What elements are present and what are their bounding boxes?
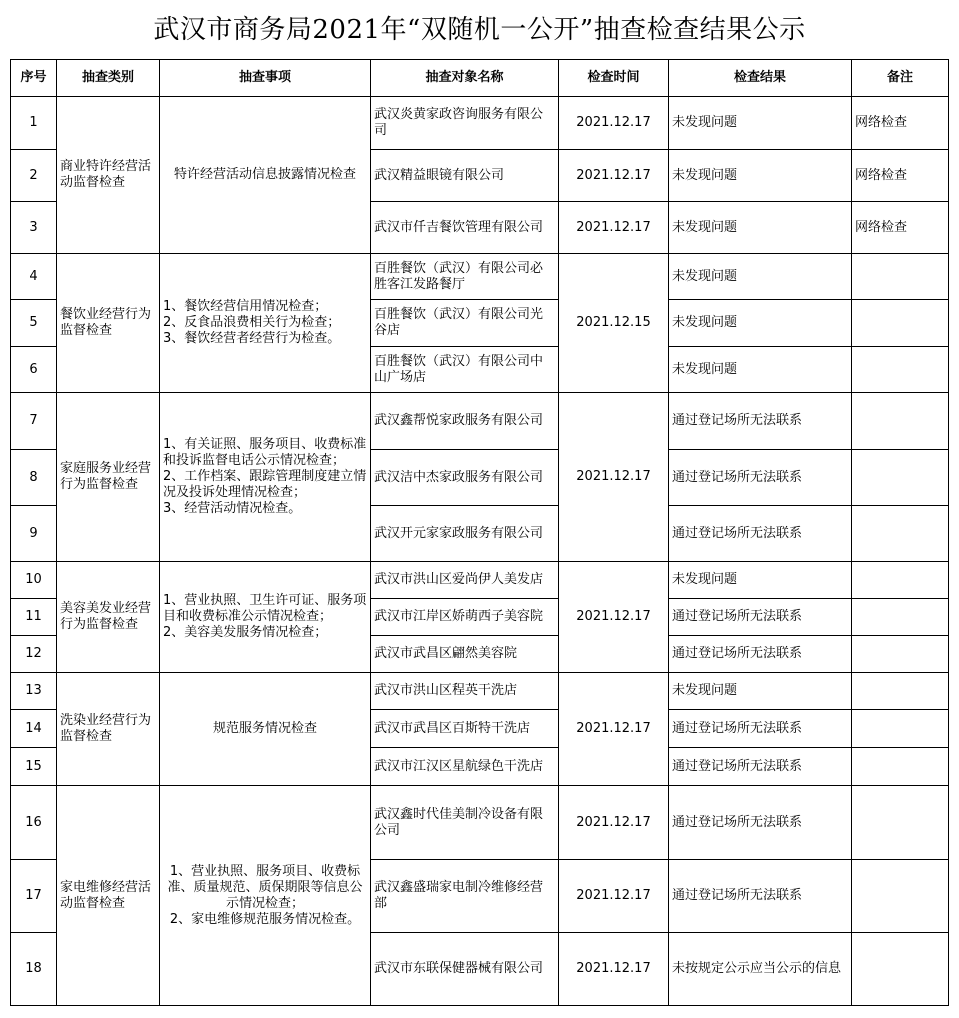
item-cell: 1、营业执照、服务项目、收费标准、质量规范、质保期限等信息公示情况检查； 2、家电维修规范服务情况检查。 <box>160 786 371 1006</box>
result-cell: 通过登记场所无法联系 <box>669 710 852 748</box>
category-cell: 家庭服务业经营行为监督检查 <box>57 393 160 562</box>
seq-cell: 13 <box>11 673 57 710</box>
item-cell: 特许经营活动信息披露情况检查 <box>160 97 371 254</box>
item-cell: 1、营业执照、卫生许可证、服务项目和收费标准公示情况检查； 2、美容美发服务情况检查； <box>160 562 371 673</box>
seq-cell: 3 <box>11 202 57 254</box>
target-cell: 武汉市东联保健器械有限公司 <box>371 933 559 1006</box>
result-cell: 通过登记场所无法联系 <box>669 748 852 786</box>
time-cell: 2021.12.15 <box>559 254 669 393</box>
category-cell: 美容美发业经营行为监督检查 <box>57 562 160 673</box>
target-cell: 武汉市江汉区星航绿色干洗店 <box>371 748 559 786</box>
target-cell: 武汉市洪山区程英干洗店 <box>371 673 559 710</box>
remark-cell <box>852 300 949 347</box>
category-cell: 商业特许经营活动监督检查 <box>57 97 160 254</box>
remark-cell <box>852 450 949 506</box>
seq-cell: 12 <box>11 636 57 673</box>
result-cell: 通过登记场所无法联系 <box>669 860 852 933</box>
target-cell: 武汉鑫盛瑞家电制冷维修经营部 <box>371 860 559 933</box>
target-cell: 武汉精益眼镜有限公司 <box>371 150 559 202</box>
remark-cell <box>852 254 949 300</box>
table-row <box>11 254 949 300</box>
remark-cell <box>852 562 949 599</box>
header-remark: 备注 <box>852 60 949 97</box>
seq-cell: 1 <box>11 97 57 150</box>
result-cell: 未发现问题 <box>669 202 852 254</box>
table-row <box>11 393 949 450</box>
target-cell: 武汉市武昌区百斯特干洗店 <box>371 710 559 748</box>
target-cell: 武汉鑫时代佳美制冷设备有限公司 <box>371 786 559 860</box>
target-cell: 武汉市洪山区爱尚伊人美发店 <box>371 562 559 599</box>
result-cell: 通过登记场所无法联系 <box>669 393 852 450</box>
result-cell: 通过登记场所无法联系 <box>669 450 852 506</box>
target-cell: 武汉开元家家政服务有限公司 <box>371 506 559 562</box>
item-cell: 规范服务情况检查 <box>160 673 371 786</box>
target-cell: 武汉炎黄家政咨询服务有限公司 <box>371 97 559 150</box>
target-cell: 百胜餐饮（武汉）有限公司必胜客江发路餐厅 <box>371 254 559 300</box>
time-cell: 2021.12.17 <box>559 150 669 202</box>
seq-cell: 14 <box>11 710 57 748</box>
page-title: 武汉市商务局2021年“双随机一公开”抽查检查结果公示 <box>153 15 806 45</box>
result-cell: 通过登记场所无法联系 <box>669 506 852 562</box>
target-cell: 武汉市仟吉餐饮管理有限公司 <box>371 202 559 254</box>
remark-cell <box>852 506 949 562</box>
target-cell: 百胜餐饮（武汉）有限公司中山广场店 <box>371 347 559 393</box>
time-cell: 2021.12.17 <box>559 673 669 786</box>
header-category: 抽查类别 <box>57 60 160 97</box>
seq-cell: 6 <box>11 347 57 393</box>
remark-cell: 网络检查 <box>852 150 949 202</box>
remark-cell: 网络检查 <box>852 202 949 254</box>
result-cell: 未按规定公示应当公示的信息 <box>669 933 852 1006</box>
time-cell: 2021.12.17 <box>559 393 669 562</box>
results-table <box>10 59 949 1006</box>
table-row <box>11 673 949 710</box>
seq-cell: 2 <box>11 150 57 202</box>
result-cell: 未发现问题 <box>669 562 852 599</box>
item-cell: 1、有关证照、服务项目、收费标准和投诉监督电话公示情况检查； 2、工作档案、跟踪管理制度建立情况及投诉处理情况检查； 3、经营活动情况检查。 <box>160 393 371 562</box>
seq-cell: 11 <box>11 599 57 636</box>
table-row <box>11 786 949 860</box>
result-cell: 未发现问题 <box>669 150 852 202</box>
result-cell: 未发现问题 <box>669 300 852 347</box>
result-cell: 未发现问题 <box>669 97 852 150</box>
result-cell: 未发现问题 <box>669 347 852 393</box>
category-cell: 餐饮业经营行为监督检查 <box>57 254 160 393</box>
result-cell: 通过登记场所无法联系 <box>669 636 852 673</box>
seq-cell: 16 <box>11 786 57 860</box>
header-result: 检查结果 <box>669 60 852 97</box>
result-cell: 通过登记场所无法联系 <box>669 786 852 860</box>
result-cell: 未发现问题 <box>669 673 852 710</box>
remark-cell <box>852 599 949 636</box>
seq-cell: 4 <box>11 254 57 300</box>
time-cell: 2021.12.17 <box>559 97 669 150</box>
remark-cell <box>852 933 949 1006</box>
result-cell: 未发现问题 <box>669 254 852 300</box>
time-cell: 2021.12.17 <box>559 933 669 1006</box>
remark-cell <box>852 347 949 393</box>
header-item: 抽查事项 <box>160 60 371 97</box>
seq-cell: 18 <box>11 933 57 1006</box>
seq-cell: 10 <box>11 562 57 599</box>
header-row <box>11 60 949 97</box>
header-seq: 序号 <box>11 60 57 97</box>
seq-cell: 9 <box>11 506 57 562</box>
time-cell: 2021.12.17 <box>559 562 669 673</box>
category-cell: 家电维修经营活动监督检查 <box>57 786 160 1006</box>
target-cell: 武汉洁中杰家政服务有限公司 <box>371 450 559 506</box>
time-cell: 2021.12.17 <box>559 202 669 254</box>
seq-cell: 5 <box>11 300 57 347</box>
remark-cell <box>852 860 949 933</box>
remark-cell <box>852 786 949 860</box>
target-cell: 武汉市武昌区翩然美容院 <box>371 636 559 673</box>
time-cell: 2021.12.17 <box>559 860 669 933</box>
remark-cell <box>852 636 949 673</box>
table-row <box>11 97 949 150</box>
remark-cell <box>852 673 949 710</box>
table-row <box>11 562 949 599</box>
item-cell: 1、餐饮经营信用情况检查； 2、反食品浪费相关行为检查； 3、餐饮经营者经营行为检查。 <box>160 254 371 393</box>
seq-cell: 17 <box>11 860 57 933</box>
result-cell: 通过登记场所无法联系 <box>669 599 852 636</box>
remark-cell: 网络检查 <box>852 97 949 150</box>
target-cell: 百胜餐饮（武汉）有限公司光谷店 <box>371 300 559 347</box>
header-time: 检查时间 <box>559 60 669 97</box>
seq-cell: 8 <box>11 450 57 506</box>
target-cell: 武汉市江岸区娇萌西子美容院 <box>371 599 559 636</box>
remark-cell <box>852 748 949 786</box>
remark-cell <box>852 393 949 450</box>
category-cell: 洗染业经营行为监督检查 <box>57 673 160 786</box>
seq-cell: 7 <box>11 393 57 450</box>
header-target: 抽查对象名称 <box>371 60 559 97</box>
target-cell: 武汉鑫帮悦家政服务有限公司 <box>371 393 559 450</box>
remark-cell <box>852 710 949 748</box>
time-cell: 2021.12.17 <box>559 786 669 860</box>
seq-cell: 15 <box>11 748 57 786</box>
